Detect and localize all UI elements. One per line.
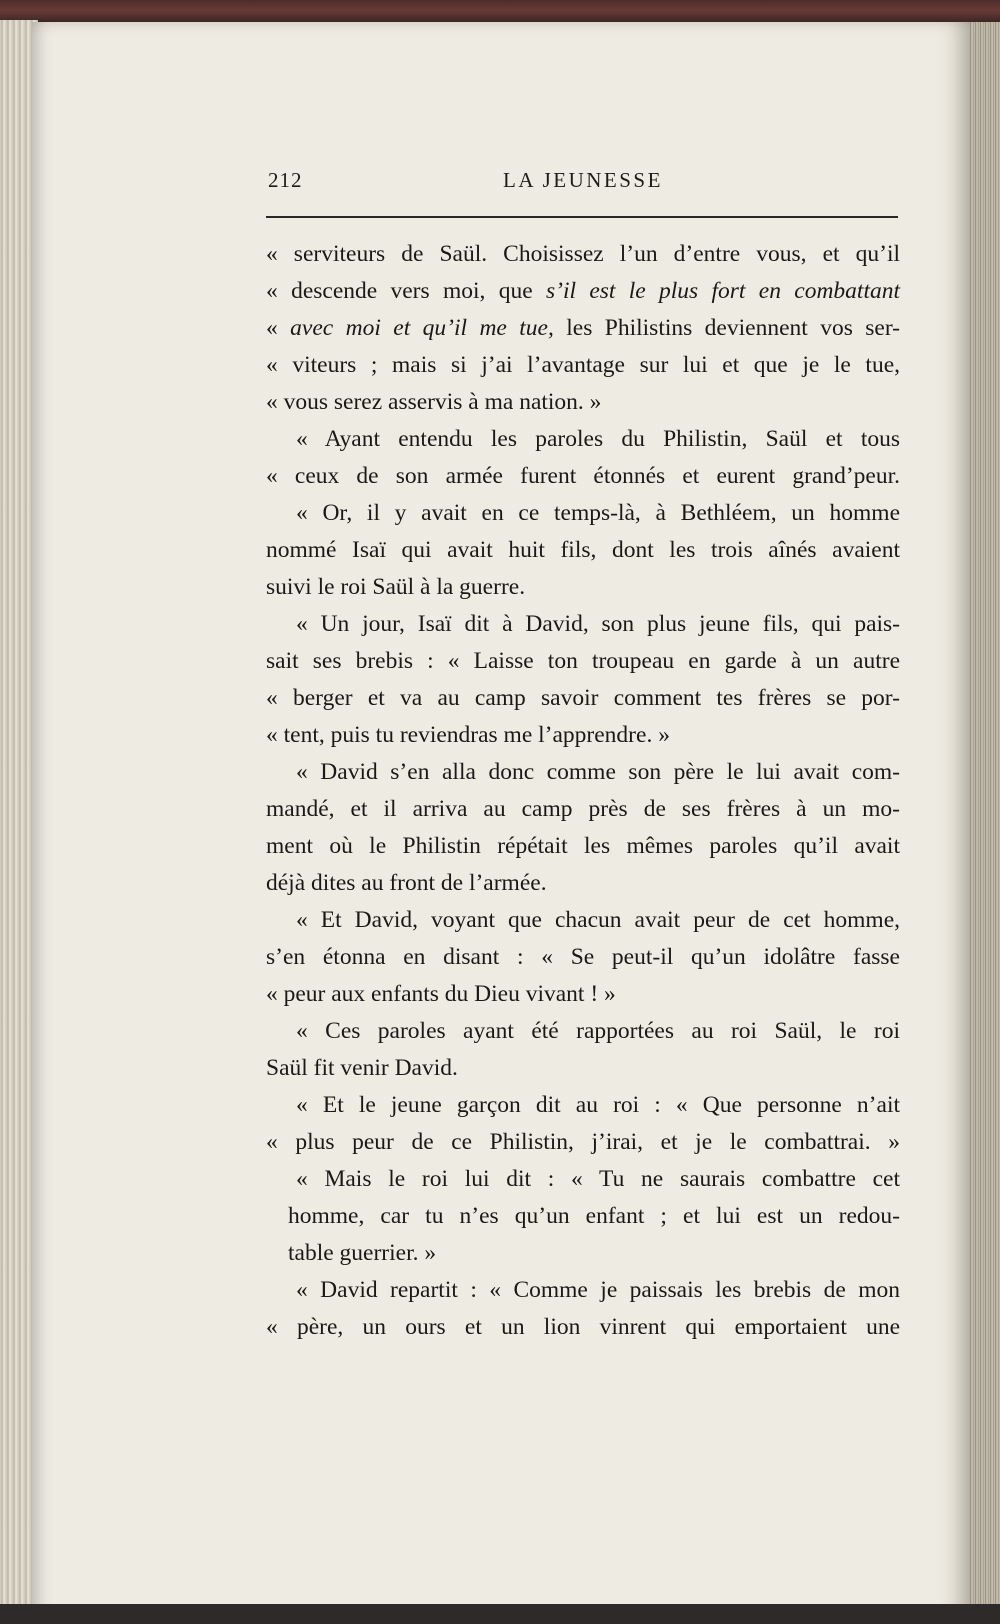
right-page-edges [970,22,1000,1624]
scan-bottom-border [0,1604,1000,1624]
text-line: ment où le Philistin répétait les mêmes paroles qu’il avait [266,833,900,859]
text-line: « ceux de son armée furent étonnés et eurent grand’peur. [266,463,900,489]
page-heading: LA JEUNESSE [503,168,663,192]
text-line: « Ces paroles ayant été rapportées au roi Saül, le roi [296,1018,900,1044]
text-line: « plus peur de ce Philistin, j’irai, et je le combattrai. » [266,1129,900,1155]
text-line [266,273,900,310]
text-line: « serviteurs de Saül. Choisissez l’un d’entre vous, et qu’il [266,241,900,267]
text-line: « viteurs ; mais si j’ai l’avantage sur lui et que je le tue, [266,352,900,378]
text-line: « Et David, voyant que chacun avait peur de cet homme, [296,907,900,933]
text-line: « Or, il y avait en ce temps-là, à Bethléem, un homme [296,500,900,526]
running-head [268,168,898,198]
header-rule [266,216,898,218]
text-line: « Un jour, Isaï dit à David, son plus jeune fils, qui pais- [296,611,900,637]
text-line: « David s’en alla donc comme son père le lui avait com- [296,759,900,785]
text-line: table guerrier. » [288,1240,437,1266]
text-line: mandé, et il arriva au camp près de ses frères à un mo- [266,796,900,822]
text-line: « vous serez asservis à ma nation. » [266,389,602,415]
text-line: Saül fit venir David. [266,1055,458,1081]
text-line [266,310,900,347]
text-segment: « descende vers moi, que [266,278,546,304]
text-line: sait ses brebis : « Laisse ton troupeau en garde à un autre [266,648,900,674]
text-line: « berger et va au camp savoir comment tes frères se por- [266,685,900,711]
italic-text: avec moi et qu’il me tue, [290,315,554,341]
text-line: « Et le jeune garçon dit au roi : « Que personne n’ait [296,1092,900,1118]
body-text [266,236,900,1346]
text-line: s’en étonna en disant : « Se peut-il qu’un idolâtre fasse [266,944,900,970]
text-line: « père, un ours et un lion vinrent qui emportaient une [266,1314,900,1340]
text-segment: les Philistins deviennent vos ser- [553,315,901,341]
text-line: « Mais le roi lui dit : « Tu ne saurais combattre cet [296,1166,900,1192]
text-line: homme, car tu n’es qu’un enfant ; et lui est un redou- [288,1203,900,1229]
text-line: « tent, puis tu reviendras me l’apprendre. » [266,722,670,748]
page-number: 212 [268,168,303,192]
text-line: déjà dites au front de l’armée. [266,870,547,896]
text-line: nommé Isaï qui avait huit fils, dont les trois aînés avaient [266,537,900,563]
text-line: « Ayant entendu les paroles du Philistin, Saül et tous [296,426,900,452]
text-line: « peur aux enfants du Dieu vivant ! » [266,981,616,1007]
text-segment: « [266,315,291,341]
text-line: « David repartit : « Comme je paissais les brebis de mon [296,1277,900,1303]
text-line: suivi le roi Saül à la guerre. [266,574,526,600]
italic-text: s’il est le plus fort en combattant [545,278,901,304]
